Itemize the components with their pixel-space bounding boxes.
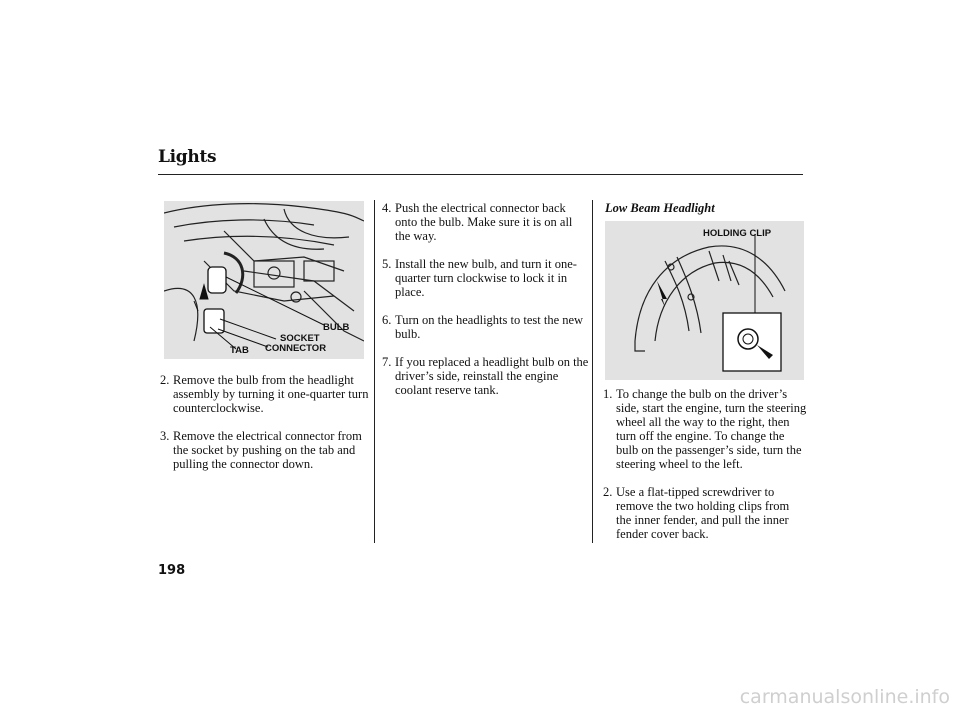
- step-text: Remove the electrical connector from the socket by pushing on the tab and pulling the connector down.: [173, 429, 362, 471]
- connector-callout: CONNECTOR: [265, 343, 327, 354]
- tab-callout: TAB: [230, 345, 249, 356]
- step-number: 7.: [382, 355, 392, 369]
- column-divider-right: [592, 200, 593, 543]
- step-2-right: [595, 485, 807, 541]
- header-rule: [158, 174, 803, 175]
- watermark: carmanualsonline.info: [739, 686, 950, 708]
- left-steps-list: [152, 373, 374, 485]
- page-number: 198: [158, 563, 186, 578]
- step-text: Push the electrical connector back onto the bulb. Make sure it is on all the way.: [395, 201, 573, 243]
- page-title: Lights: [158, 147, 217, 167]
- section-heading-low-beam: Low Beam Headlight: [605, 201, 715, 215]
- holding-clip-callout: HOLDING CLIP: [703, 228, 772, 239]
- step-2: [152, 373, 374, 415]
- step-6: [374, 313, 590, 341]
- step-number: 2.: [603, 485, 613, 499]
- engine-bay-illustration: [164, 201, 364, 359]
- step-number: 6.: [382, 313, 392, 327]
- step-5: [374, 257, 590, 299]
- step-number: 1.: [603, 387, 613, 401]
- middle-steps-list: [374, 201, 590, 411]
- step-number: 5.: [382, 257, 392, 271]
- step-text: Turn on the headlights to test the new bulb.: [395, 313, 584, 341]
- step-text: To change the bulb on the driver’s side, start the engine, turn the steering wheel all the way to the right, then turn off the engine. To change the bulb on the passenger’s side, turn the steering wheel to the left.: [616, 387, 807, 471]
- step-number: 2.: [160, 373, 170, 387]
- step-text: If you replaced a headlight bulb on the driver’s side, reinstall the engine coolant reserve tank.: [395, 355, 589, 397]
- step-number: 3.: [160, 429, 170, 443]
- step-text: Install the new bulb, and turn it one-quarter turn clockwise to lock it in place.: [395, 257, 577, 299]
- bulb-callout: BULB: [323, 322, 350, 333]
- fender-drawing: [605, 221, 804, 380]
- step-3: [152, 429, 374, 471]
- fender-illustration: [605, 221, 804, 380]
- step-4: [374, 201, 590, 243]
- right-steps-list: [595, 387, 807, 555]
- engine-bay-drawing: [164, 201, 364, 359]
- socket-callout: SOCKET: [280, 333, 320, 344]
- step-1: [595, 387, 807, 471]
- step-text: Use a flat-tipped screwdriver to remove the two holding clips from the inner fender, and pull the inner fender cover back.: [616, 485, 790, 541]
- step-7: [374, 355, 590, 397]
- step-number: 4.: [382, 201, 392, 215]
- step-text: Remove the bulb from the headlight assembly by turning it one-quarter turn counterclockwise.: [173, 373, 369, 415]
